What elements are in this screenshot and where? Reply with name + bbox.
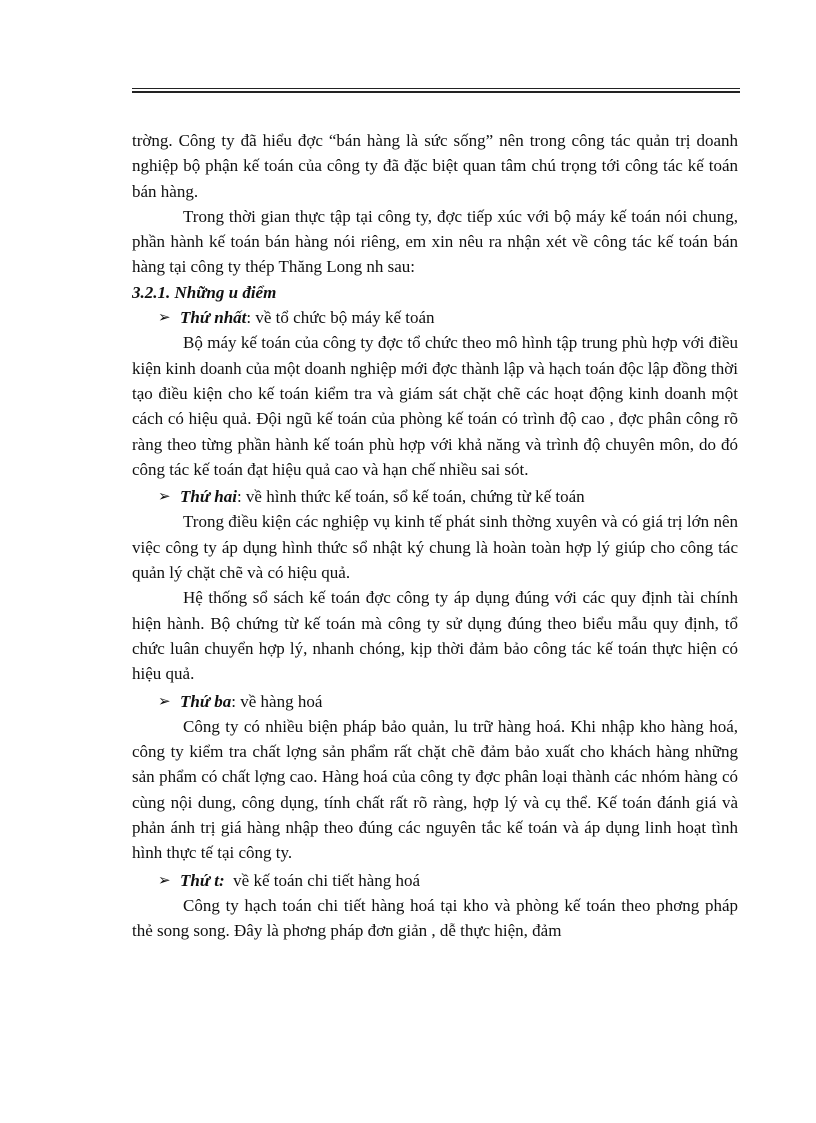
bullet-text: : về tổ chức bộ máy kế toán xyxy=(246,308,435,328)
arrowhead-bullet-icon: ➢ xyxy=(158,308,171,327)
header-rule-thick xyxy=(132,91,740,93)
page-content xyxy=(132,128,738,944)
arrowhead-bullet-icon: ➢ xyxy=(158,870,171,889)
paragraph-1: trờng. Công ty đã hiểu đợc “bán hàng là sức sống” nên trong công tác quản trị doanh nghiệp bộ phận kế toán của công ty đã đặc biệt quan tâm chú trọng tới công tác kế toán bán hàng. xyxy=(132,131,738,201)
header-rule-thin xyxy=(132,88,740,89)
paragraph-6: Công ty có nhiều biện pháp bảo quản, lu trữ hàng hoá. Khi nhập kho hàng hoá, công ty kiểm tra chất lợng sản phẩm rất chặt chẽ đảm bảo xuất cho khách hàng những sản phẩm có chất lợng cao. Hàng hoá của công ty đợc phân loại thành các nhóm hàng có cùng nội dung, công dụng, tính chất rất rõ ràng, hợp lý và cụ thể. Kế toán đánh giá và phản ánh trị giá hàng nhập theo đúng các nguyên tắc kế toán và áp dụng linh hoạt tình hình thực tế tại công ty. xyxy=(132,716,738,863)
section-heading: 3.2.1. Những u điểm xyxy=(132,282,277,302)
bullet-text: : về hàng hoá xyxy=(231,691,323,711)
bullet-label: Thứ hai xyxy=(180,487,237,507)
bullet-text: về kế toán chi tiết hàng hoá xyxy=(224,870,421,890)
paragraph-5: Hệ thống sổ sách kế toán đợc công ty áp dụng đúng với các quy định tài chính hiện hành. Bộ chứng từ kế toán mà công ty sử dụng đúng theo biểu mẫu quy định, tổ chức luân chuyển hợp lý, nhanh chóng, kịp thời đảm bảo công tác kế toán thực hiện có hiệu quả. xyxy=(132,588,738,684)
bullet-item-4 xyxy=(132,868,738,893)
paragraph-7: Công ty hạch toán chi tiết hàng hoá tại kho và phòng kế toán theo phơng pháp thẻ song song. Đây là phơng pháp đơn giản , dễ thực hiện, đảm xyxy=(132,895,738,941)
paragraph-4: Trong điều kiện các nghiệp vụ kinh tế phát sinh thờng xuyên và có giá trị lớn nên việc công ty áp dụng hình thức sổ nhật ký chung là hoàn toàn hợp lý giúp cho công tác quản lý chặt chẽ và có hiệu quả. xyxy=(132,512,738,583)
bullet-item-1 xyxy=(132,305,738,330)
bullet-item-3 xyxy=(132,689,738,714)
bullet-label: Thứ ba xyxy=(180,691,232,711)
bullet-item-2 xyxy=(132,484,738,509)
paragraph-2: Trong thời gian thực tập tại công ty, đợc tiếp xúc với bộ máy kế toán nói chung, phần hành kế toán bán hàng nói riêng, em xin nêu ra nhận xét về công tác kế toán bán hàng tại công ty thép Thăng Long nh sau: xyxy=(132,206,738,277)
bullet-label: Thứ nhất xyxy=(180,308,247,328)
arrowhead-bullet-icon: ➢ xyxy=(158,487,171,506)
bullet-text: : về hình thức kế toán, sổ kế toán, chứng từ kế toán xyxy=(236,487,585,507)
paragraph-3: Bộ máy kế toán của công ty đợc tổ chức theo mô hình tập trung phù hợp với điều kiện kinh doanh của một doanh nghiệp mới đợc thành lập và hạch toán độc lập đồng thời tạo điều kiện cho kế toán kiểm tra và giám sát chặt chẽ các hoạt động kinh doanh một cách có hiệu quả. Đội ngũ kế toán của phòng kế toán có trình độ cao , đợc phân công rõ ràng theo từng phần hành kế toán phù hợp với khả năng và trình độ chuyên môn, do đó công tác kế toán đạt hiệu quả cao và hạn chế nhiều sai sót. xyxy=(132,333,738,479)
bullet-label: Thứ t: xyxy=(180,870,225,890)
arrowhead-bullet-icon: ➢ xyxy=(158,691,171,710)
